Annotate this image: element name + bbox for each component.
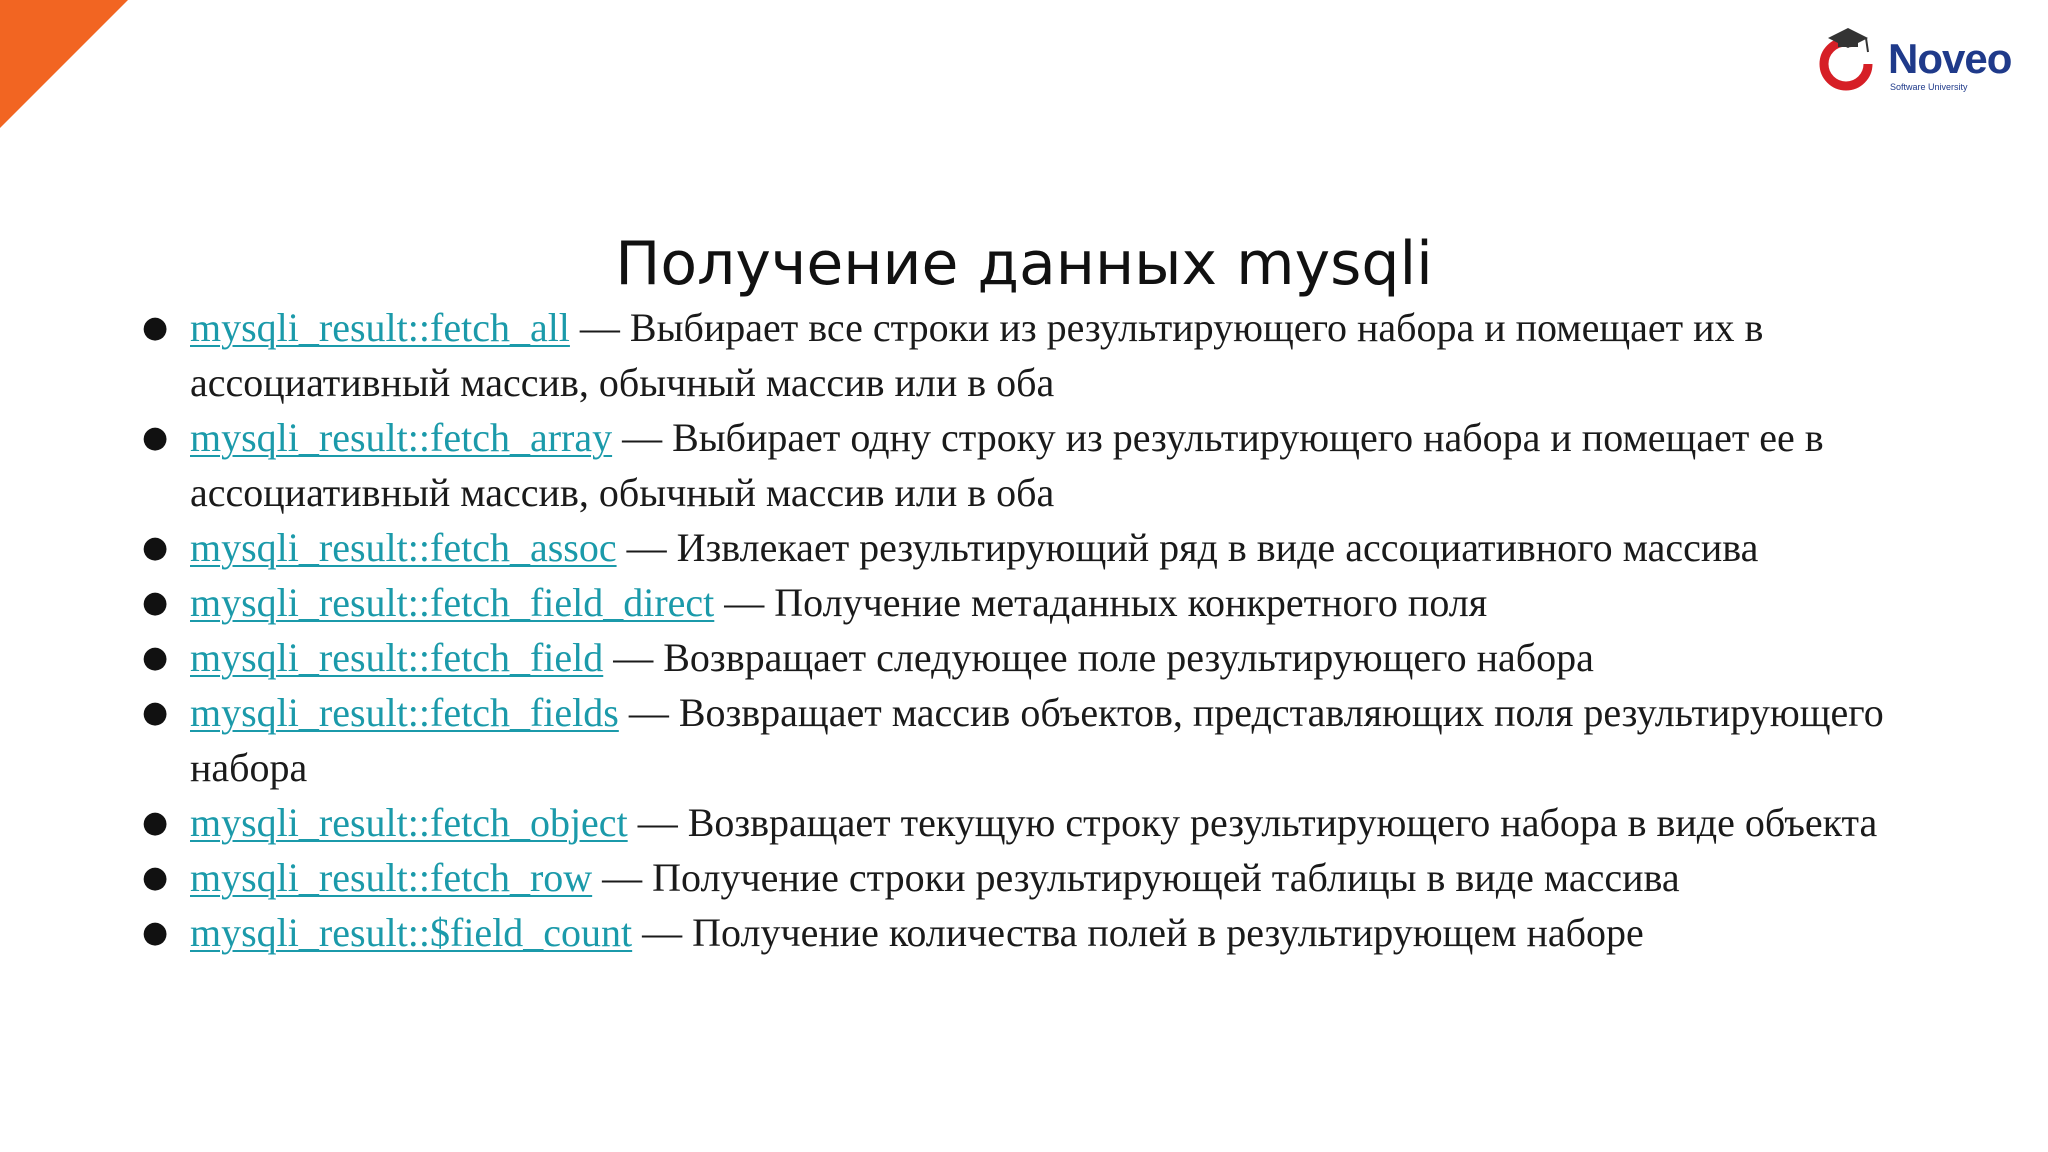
- list-item: [142, 300, 1950, 410]
- item-description: — Возвращает следующее поле результирующего набора: [603, 635, 1594, 680]
- bullet-dot: ●: [142, 585, 169, 620]
- bullet-dot: ●: [142, 860, 169, 895]
- doc-link[interactable]: mysqli_result::fetch_object: [190, 800, 628, 845]
- item-description: — Возвращает текущую строку результирующего набора в виде объекта: [627, 800, 1878, 845]
- bullet-dot: ●: [142, 640, 169, 675]
- list-item: [142, 520, 1950, 575]
- item-description: — Выбирает одну строку из результирующего набора и помещает ее в ассоциативный массив, обычный массив или в оба: [190, 415, 1824, 515]
- item-description: — Выбирает все строки из результирующего набора и помещает их в ассоциативный массив, обычный массив или в оба: [190, 305, 1764, 405]
- item-description: — Получение метаданных конкретного поля: [714, 580, 1488, 625]
- doc-link[interactable]: mysqli_result::fetch_assoc: [190, 525, 617, 570]
- item-description: — Получение количества полей в результирующем наборе: [632, 910, 1644, 955]
- logo-wordmark: Noveo: [1888, 35, 2012, 82]
- noveo-logo: [1808, 18, 2018, 98]
- list-item: [142, 685, 1950, 795]
- bullet-dot: ●: [142, 310, 169, 345]
- bullet-dot: ●: [142, 915, 169, 950]
- list-item: [142, 575, 1950, 630]
- bullet-dot: ●: [142, 530, 169, 565]
- item-description: — Извлекает результирующий ряд в виде ассоциативного массива: [616, 525, 1759, 570]
- doc-link[interactable]: mysqli_result::fetch_field_direct: [190, 580, 715, 625]
- item-description: — Возвращает массив объектов, представляющих поля результирующего набора: [190, 690, 1884, 790]
- doc-link[interactable]: mysqli_result::fetch_array: [190, 415, 613, 460]
- list-item: [142, 905, 1950, 960]
- logo-subtitle: Software University: [1890, 82, 1968, 92]
- corner-accent-shape: [0, 0, 128, 128]
- bullet-dot: ●: [142, 805, 169, 840]
- bullet-dot: ●: [142, 420, 169, 455]
- slide-title: Получение данных mysqli: [615, 229, 1433, 299]
- bullet-list: [142, 300, 1950, 960]
- logo-mark-icon: [1808, 18, 1888, 98]
- doc-link[interactable]: mysqli_result::fetch_field: [190, 635, 604, 680]
- list-item: [142, 410, 1950, 520]
- doc-link[interactable]: mysqli_result::fetch_fields: [190, 690, 619, 735]
- list-item: [142, 795, 1950, 850]
- doc-link[interactable]: mysqli_result::fetch_all: [190, 305, 570, 350]
- bullet-dot: ●: [142, 695, 169, 730]
- list-item: [142, 850, 1950, 905]
- doc-link[interactable]: mysqli_result::fetch_row: [190, 855, 593, 900]
- item-description: — Получение строки результирующей таблицы в виде массива: [592, 855, 1680, 900]
- list-item: [142, 630, 1950, 685]
- doc-link[interactable]: mysqli_result::$field_count: [190, 910, 633, 955]
